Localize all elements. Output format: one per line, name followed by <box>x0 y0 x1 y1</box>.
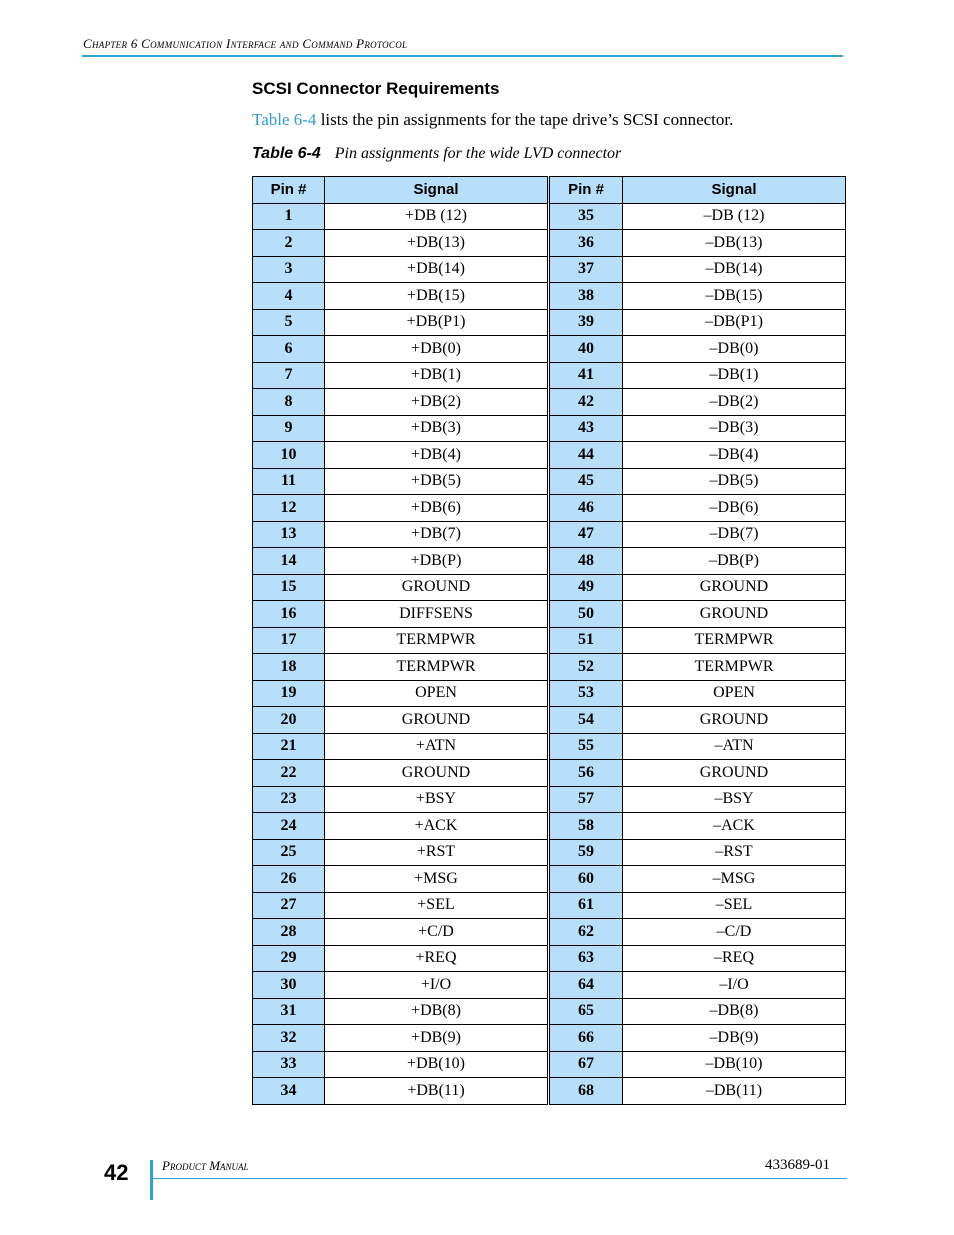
signal-cell: GROUND <box>623 601 846 628</box>
pin-number-cell: 13 <box>253 521 325 548</box>
table-row <box>253 654 846 681</box>
signal-cell: +DB(2) <box>325 389 549 416</box>
header-rule <box>82 55 843 57</box>
table-row <box>253 389 846 416</box>
pin-number-cell: 47 <box>549 521 623 548</box>
pin-number-cell: 1 <box>253 203 325 230</box>
table-row <box>253 283 846 310</box>
table-row <box>253 362 846 389</box>
pin-number-cell: 64 <box>549 972 623 999</box>
pin-number-cell: 24 <box>253 813 325 840</box>
table-row <box>253 521 846 548</box>
pin-number-cell: 43 <box>549 415 623 442</box>
pin-number-cell: 17 <box>253 627 325 654</box>
pin-number-cell: 32 <box>253 1025 325 1052</box>
signal-cell: –DB(6) <box>623 495 846 522</box>
table-row <box>253 919 846 946</box>
signal-cell: –DB(8) <box>623 998 846 1025</box>
pin-number-cell: 2 <box>253 230 325 257</box>
pin-number-cell: 27 <box>253 892 325 919</box>
signal-cell: –DB (12) <box>623 203 846 230</box>
footer-bar <box>150 1160 153 1200</box>
pin-number-cell: 40 <box>549 336 623 363</box>
signal-cell: –ACK <box>623 813 846 840</box>
pin-number-cell: 6 <box>253 336 325 363</box>
footer-doc-id: 433689-01 <box>765 1157 830 1173</box>
pin-number-cell: 51 <box>549 627 623 654</box>
pin-number-cell: 4 <box>253 283 325 310</box>
signal-cell: –DB(13) <box>623 230 846 257</box>
signal-cell: +DB(13) <box>325 230 549 257</box>
signal-cell: –ATN <box>623 733 846 760</box>
signal-cell: –DB(P1) <box>623 309 846 336</box>
pin-number-cell: 41 <box>549 362 623 389</box>
signal-cell: –DB(3) <box>623 415 846 442</box>
signal-cell: +DB(10) <box>325 1051 549 1078</box>
pin-number-cell: 65 <box>549 998 623 1025</box>
table-row <box>253 468 846 495</box>
signal-cell: –DB(7) <box>623 521 846 548</box>
signal-cell: +DB(3) <box>325 415 549 442</box>
signal-cell: –MSG <box>623 866 846 893</box>
table-row <box>253 601 846 628</box>
table-body <box>253 203 846 1104</box>
table-row <box>253 442 846 469</box>
signal-cell: +SEL <box>325 892 549 919</box>
col-header-signal: Signal <box>325 177 549 204</box>
pin-number-cell: 31 <box>253 998 325 1025</box>
signal-cell: +ATN <box>325 733 549 760</box>
signal-cell: –DB(11) <box>623 1078 846 1105</box>
pin-number-cell: 58 <box>549 813 623 840</box>
pin-number-cell: 11 <box>253 468 325 495</box>
signal-cell: –DB(1) <box>623 362 846 389</box>
signal-cell: +DB(11) <box>325 1078 549 1105</box>
pin-number-cell: 5 <box>253 309 325 336</box>
table-row <box>253 574 846 601</box>
table-row <box>253 1078 846 1105</box>
pin-number-cell: 37 <box>549 256 623 283</box>
signal-cell: –DB(10) <box>623 1051 846 1078</box>
pin-number-cell: 45 <box>549 468 623 495</box>
signal-cell: +DB(1) <box>325 362 549 389</box>
pin-number-cell: 10 <box>253 442 325 469</box>
pin-assignment-table <box>252 176 846 1105</box>
signal-cell: OPEN <box>623 680 846 707</box>
pin-number-cell: 16 <box>253 601 325 628</box>
signal-cell: GROUND <box>623 760 846 787</box>
signal-cell: –BSY <box>623 786 846 813</box>
pin-number-cell: 61 <box>549 892 623 919</box>
pin-number-cell: 55 <box>549 733 623 760</box>
pin-number-cell: 53 <box>549 680 623 707</box>
caption-number: Table 6-4 <box>252 145 321 162</box>
signal-cell: GROUND <box>325 707 549 734</box>
signal-cell: GROUND <box>325 574 549 601</box>
signal-cell: +REQ <box>325 945 549 972</box>
pin-number-cell: 15 <box>253 574 325 601</box>
signal-cell: –DB(14) <box>623 256 846 283</box>
chapter-header: Chapter 6 Communication Interface and Command Protocol <box>83 36 408 51</box>
col-header-signal: Signal <box>623 177 846 204</box>
pin-number-cell: 23 <box>253 786 325 813</box>
table-row <box>253 495 846 522</box>
pin-number-cell: 30 <box>253 972 325 999</box>
signal-cell: +DB (12) <box>325 203 549 230</box>
pin-number-cell: 67 <box>549 1051 623 1078</box>
signal-cell: +C/D <box>325 919 549 946</box>
pin-number-cell: 68 <box>549 1078 623 1105</box>
signal-cell: TERMPWR <box>623 654 846 681</box>
table-row <box>253 813 846 840</box>
col-header-pin: Pin # <box>253 177 325 204</box>
pin-number-cell: 29 <box>253 945 325 972</box>
pin-number-cell: 14 <box>253 548 325 575</box>
signal-cell: +RST <box>325 839 549 866</box>
signal-cell: +BSY <box>325 786 549 813</box>
signal-cell: GROUND <box>325 760 549 787</box>
table-row <box>253 733 846 760</box>
pin-number-cell: 22 <box>253 760 325 787</box>
pin-number-cell: 38 <box>549 283 623 310</box>
signal-cell: GROUND <box>623 574 846 601</box>
table-reference-link[interactable]: Table 6-4 <box>252 110 317 129</box>
signal-cell: +DB(P1) <box>325 309 549 336</box>
signal-cell: +DB(15) <box>325 283 549 310</box>
pin-number-cell: 12 <box>253 495 325 522</box>
signal-cell: –DB(15) <box>623 283 846 310</box>
pin-number-cell: 39 <box>549 309 623 336</box>
table-caption <box>252 145 621 163</box>
intro-text: lists the pin assignments for the tape drive’s SCSI connector. <box>316 110 734 129</box>
pin-number-cell: 52 <box>549 654 623 681</box>
signal-cell: TERMPWR <box>325 654 549 681</box>
table-row <box>253 786 846 813</box>
signal-cell: –I/O <box>623 972 846 999</box>
pin-number-cell: 54 <box>549 707 623 734</box>
pin-number-cell: 18 <box>253 654 325 681</box>
pin-number-cell: 21 <box>253 733 325 760</box>
pin-number-cell: 25 <box>253 839 325 866</box>
pin-number-cell: 42 <box>549 389 623 416</box>
signal-cell: OPEN <box>325 680 549 707</box>
table-row <box>253 760 846 787</box>
pin-number-cell: 57 <box>549 786 623 813</box>
signal-cell: +DB(8) <box>325 998 549 1025</box>
table-row <box>253 203 846 230</box>
signal-cell: –DB(2) <box>623 389 846 416</box>
table-row <box>253 1025 846 1052</box>
table-row <box>253 1051 846 1078</box>
pin-number-cell: 44 <box>549 442 623 469</box>
table-row <box>253 892 846 919</box>
signal-cell: –DB(P) <box>623 548 846 575</box>
signal-cell: +DB(9) <box>325 1025 549 1052</box>
pin-number-cell: 49 <box>549 574 623 601</box>
signal-cell: –DB(9) <box>623 1025 846 1052</box>
pin-number-cell: 33 <box>253 1051 325 1078</box>
pin-number-cell: 56 <box>549 760 623 787</box>
table-row <box>253 680 846 707</box>
signal-cell: +I/O <box>325 972 549 999</box>
table-header-row <box>253 177 846 204</box>
pin-number-cell: 36 <box>549 230 623 257</box>
intro-paragraph <box>252 110 733 130</box>
pin-number-cell: 8 <box>253 389 325 416</box>
table-row <box>253 972 846 999</box>
pin-number-cell: 48 <box>549 548 623 575</box>
signal-cell: +DB(7) <box>325 521 549 548</box>
table-row <box>253 945 846 972</box>
footer-rule <box>150 1178 847 1179</box>
table-row <box>253 627 846 654</box>
signal-cell: –SEL <box>623 892 846 919</box>
signal-cell: DIFFSENS <box>325 601 549 628</box>
pin-number-cell: 19 <box>253 680 325 707</box>
pin-number-cell: 62 <box>549 919 623 946</box>
section-title: SCSI Connector Requirements <box>252 79 500 98</box>
signal-cell: +DB(6) <box>325 495 549 522</box>
table-row <box>253 415 846 442</box>
signal-cell: –DB(0) <box>623 336 846 363</box>
signal-cell: +MSG <box>325 866 549 893</box>
pin-number-cell: 46 <box>549 495 623 522</box>
table-row <box>253 230 846 257</box>
pin-number-cell: 63 <box>549 945 623 972</box>
pin-number-cell: 28 <box>253 919 325 946</box>
pin-number-cell: 7 <box>253 362 325 389</box>
table-row <box>253 309 846 336</box>
signal-cell: +DB(4) <box>325 442 549 469</box>
signal-cell: +ACK <box>325 813 549 840</box>
pin-number-cell: 20 <box>253 707 325 734</box>
signal-cell: TERMPWR <box>325 627 549 654</box>
page-number: 42 <box>104 1160 129 1185</box>
signal-cell: –DB(4) <box>623 442 846 469</box>
pin-number-cell: 66 <box>549 1025 623 1052</box>
pin-number-cell: 35 <box>549 203 623 230</box>
table-row <box>253 336 846 363</box>
signal-cell: –DB(5) <box>623 468 846 495</box>
pin-number-cell: 34 <box>253 1078 325 1105</box>
table-row <box>253 256 846 283</box>
signal-cell: –REQ <box>623 945 846 972</box>
table-row <box>253 707 846 734</box>
table-row <box>253 548 846 575</box>
caption-text: Pin assignments for the wide LVD connector <box>334 145 622 162</box>
pin-number-cell: 59 <box>549 839 623 866</box>
signal-cell: +DB(P) <box>325 548 549 575</box>
signal-cell: +DB(0) <box>325 336 549 363</box>
col-header-pin: Pin # <box>549 177 623 204</box>
signal-cell: +DB(14) <box>325 256 549 283</box>
signal-cell: GROUND <box>623 707 846 734</box>
pin-number-cell: 26 <box>253 866 325 893</box>
pin-number-cell: 9 <box>253 415 325 442</box>
signal-cell: +DB(5) <box>325 468 549 495</box>
footer-product: Product Manual <box>162 1158 249 1173</box>
pin-number-cell: 50 <box>549 601 623 628</box>
table-row <box>253 839 846 866</box>
pin-number-cell: 60 <box>549 866 623 893</box>
pin-number-cell: 3 <box>253 256 325 283</box>
signal-cell: TERMPWR <box>623 627 846 654</box>
table-row <box>253 866 846 893</box>
signal-cell: –C/D <box>623 919 846 946</box>
signal-cell: –RST <box>623 839 846 866</box>
table-row <box>253 998 846 1025</box>
